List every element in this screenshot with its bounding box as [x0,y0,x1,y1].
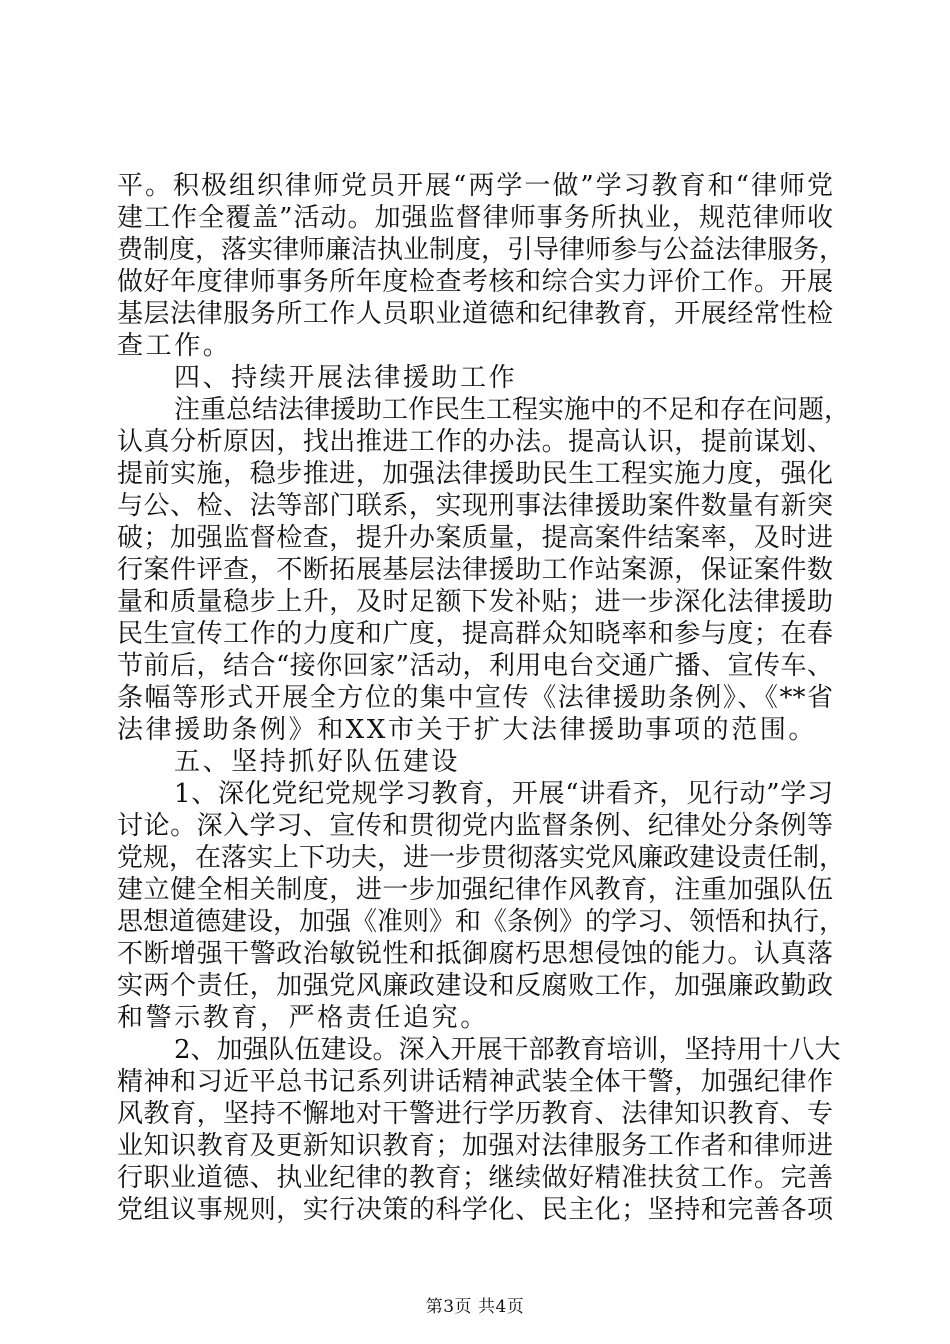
text-line: 四、持续开展法律援助工作 [174,363,518,393]
text-line: 实两个责任，加强党风廉政建设和反腐败工作，加强廉政勤政 [117,971,833,1001]
text-line: 行案件评查，不断拓展基层法律援助工作站案源，保证案件数 [117,555,833,585]
text-line: 基层法律服务所工作人员职业道德和纪律教育，开展经常性检 [117,299,833,329]
text-line: 查工作。 [117,331,232,361]
text-line: 认真分析原因，找出推进工作的办法。提高认识，提前谋划、 [117,427,833,457]
text-line: 建立健全相关制度，进一步加强纪律作风教育，注重加强队伍 [117,875,833,905]
text-line: 业知识教育及更新知识教育；加强对法律服务工作者和律师进 [117,1131,833,1161]
text-line: 精神和习近平总书记系列讲话精神武装全体干警，加强纪律作 [117,1067,833,1097]
text-line: 2、加强队伍建设。深入开展干部教育培训，坚持用十八大 [174,1035,841,1065]
text-line: 建工作全覆盖”活动。加强监督律师事务所执业，规范律师收 [117,203,833,233]
text-line: 和警示教育，严格责任追究。 [117,1003,489,1033]
text-line: 做好年度律师事务所年度检查考核和综合实力评价工作。开展 [117,267,833,297]
text-line: 提前实施，稳步推进，加强法律援助民生工程实施力度，强化 [117,459,833,489]
text-line: 费制度，落实律师廉洁执业制度，引导律师参与公益法律服务， [117,235,846,265]
text-line: 民生宣传工作的力度和广度，提高群众知晓率和参与度；在春 [117,619,833,649]
text-line: 党规，在落实上下功夫，进一步贯彻落实党风廉政建设责任制， [117,843,846,873]
text-line: 思想道德建设，加强《准则》和《条例》的学习、领悟和执行， [117,907,846,937]
text-line: 注重总结法律援助工作民生工程实施中的不足和存在问题， [174,395,851,425]
text-line: 节前后，结合“接你回家”活动，利用电台交通广播、宣传车、 [117,651,833,681]
text-line: 平。积极组织律师党员开展“两学一做”学习教育和“律师党 [117,171,833,201]
text-line: 风教育，坚持不懈地对干警进行学历教育、法律知识教育、专 [117,1099,833,1129]
text-line: 破；加强监督检查，提升办案质量，提高案件结案率，及时进 [117,523,833,553]
text-line: 行职业道德、执业纪律的教育；继续做好精准扶贫工作。完善 [117,1163,833,1193]
page-footer: 第3页 共4页 [425,1297,525,1317]
text-line: 党组议事规则，实行决策的科学化、民主化；坚持和完善各项 [117,1195,833,1225]
text-line: 讨论。深入学习、宣传和贯彻党内监督条例、纪律处分条例等 [117,811,833,841]
text-line: 条幅等形式开展全方位的集中宣传《法律援助条例》、《**省 [117,683,833,713]
document-body [117,170,851,1226]
text-line: 1、深化党纪党规学习教育，开展“讲看齐，见行动”学习 [174,779,833,809]
text-line: 五、坚持抓好队伍建设 [174,747,461,777]
text-line: 法律援助条例》和XX市关于扩大法律援助事项的范围。 [117,715,818,745]
text-line: 与公、检、法等部门联系，实现刑事法律援助案件数量有新突 [117,491,833,521]
text-line: 量和质量稳步上升，及时足额下发补贴；进一步深化法律援助 [117,587,833,617]
text-line: 不断增强干警政治敏锐性和抵御腐朽思想侵蚀的能力。认真落 [117,939,833,969]
